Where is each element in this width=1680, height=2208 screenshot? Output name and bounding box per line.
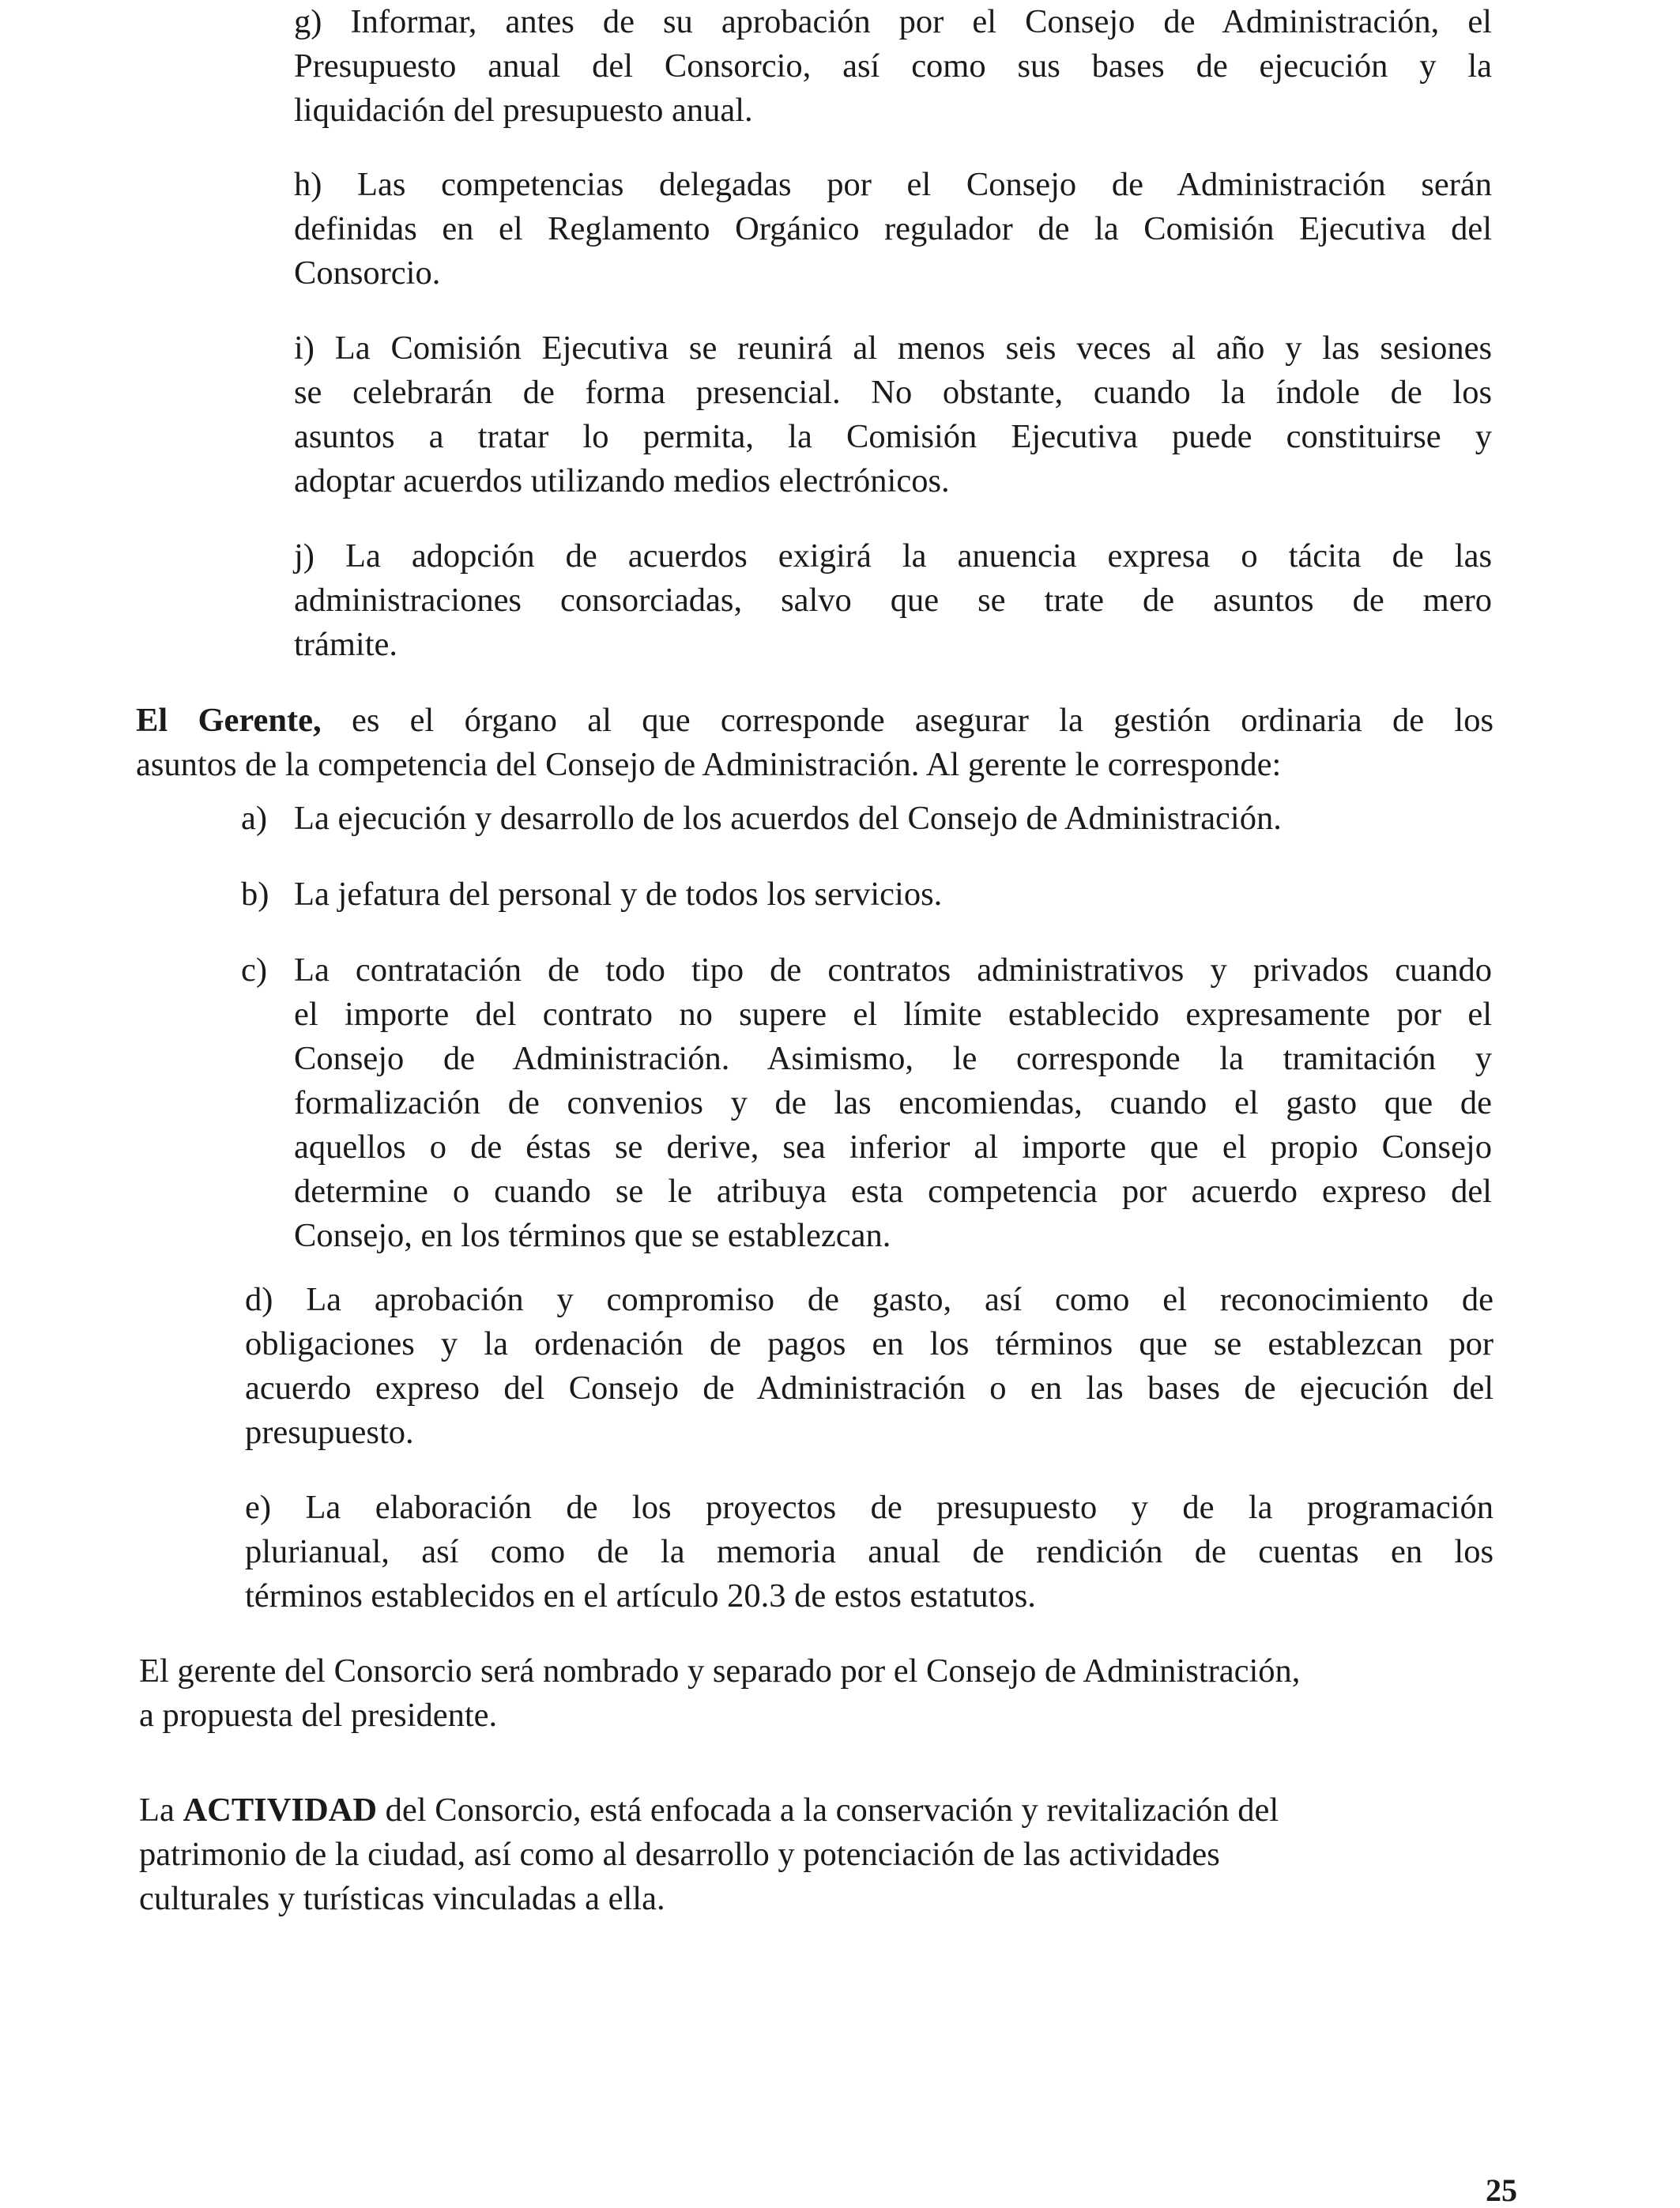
text-line: h) Las competencias delegadas por el Consejo de Administración serán bbox=[294, 166, 1492, 203]
text-line: el importe del contrato no supere el límite establecido expresamente por el bbox=[294, 996, 1492, 1033]
text-line bbox=[139, 1788, 1498, 1833]
text-line: g) Informar, antes de su aprobación por el Consejo de Administración, el bbox=[294, 3, 1492, 40]
text-span: del Consorcio, está enfocada a la conservación y revitalización del bbox=[377, 1792, 1279, 1829]
text-line: determine o cuando se le atribuya esta competencia por acuerdo expreso del bbox=[294, 1173, 1492, 1210]
text-line: presupuesto. bbox=[245, 1414, 414, 1451]
nombramiento-paragraph bbox=[139, 1649, 1498, 1738]
text-line: términos establecidos en el artículo 20.3 de estos estatutos. bbox=[245, 1577, 1036, 1615]
text-line: formalización de convenios y de las encomiendas, cuando el gasto que de bbox=[294, 1084, 1492, 1121]
list-marker-b: b) bbox=[241, 876, 269, 913]
text-line: asuntos de la competencia del Consejo de Administración. Al gerente le corresponde: bbox=[136, 746, 1282, 783]
text-line: d) La aprobación y compromiso de gasto, así como el reconocimiento de bbox=[245, 1281, 1494, 1318]
text-line bbox=[136, 699, 1494, 743]
text-span: La bbox=[139, 1792, 183, 1829]
text-line: se celebrarán de forma presencial. No obstante, cuando la índole de los bbox=[294, 374, 1492, 411]
text-line: i) La Comisión Ejecutiva se reunirá al menos seis veces al año y las sesiones bbox=[294, 330, 1492, 367]
gerente-item-a bbox=[294, 797, 1492, 841]
gerente-item-b bbox=[294, 872, 1492, 917]
text-line: Consorcio. bbox=[294, 254, 441, 292]
text-line: trámite. bbox=[294, 626, 397, 663]
text-line: culturales y turísticas vinculadas a ella. bbox=[139, 1880, 665, 1917]
gerente-item-e bbox=[245, 1486, 1494, 1618]
item-j-paragraph bbox=[294, 534, 1492, 667]
text-line: aquellos o de éstas se derive, sea inferior al importe que el propio Consejo bbox=[294, 1128, 1492, 1166]
text-span: es el órgano al que corresponde asegurar la gestión ordinaria de los bbox=[321, 702, 1494, 739]
actividad-heading: ACTIVIDAD bbox=[183, 1792, 378, 1829]
text-line: definidas en el Reglamento Orgánico regulador de la Comisión Ejecutiva del bbox=[294, 210, 1492, 247]
item-g-paragraph bbox=[294, 0, 1492, 133]
text-line: j) La adopción de acuerdos exigirá la anuencia expresa o tácita de las bbox=[294, 537, 1492, 575]
gerente-item-c bbox=[294, 948, 1492, 1258]
text-line: e) La elaboración de los proyectos de presupuesto y de la programación bbox=[245, 1489, 1494, 1526]
gerente-intro-paragraph bbox=[136, 699, 1494, 787]
text-line: plurianual, así como de la memoria anual de rendición de cuentas en los bbox=[245, 1533, 1494, 1570]
text-line: Consejo de Administración. Asimismo, le corresponde la tramitación y bbox=[294, 1040, 1492, 1077]
text-line: El gerente del Consorcio será nombrado y separado por el Consejo de Administración, bbox=[139, 1652, 1301, 1690]
actividad-paragraph bbox=[139, 1788, 1498, 1921]
gerente-item-d bbox=[245, 1278, 1494, 1455]
page-number: 25 bbox=[1486, 2172, 1517, 2208]
text-line: Presupuesto anual del Consorcio, así como sus bases de ejecución y la bbox=[294, 47, 1492, 85]
list-marker-c: c) bbox=[241, 951, 268, 989]
text-line: La contratación de todo tipo de contratos administrativos y privados cuando bbox=[294, 951, 1492, 989]
text-line: La ejecución y desarrollo de los acuerdos del Consejo de Administración. bbox=[294, 800, 1282, 837]
text-line: adoptar acuerdos utilizando medios electrónicos. bbox=[294, 462, 950, 499]
text-line: asuntos a tratar lo permita, la Comisión Ejecutiva puede constituirse y bbox=[294, 418, 1492, 455]
text-line: La jefatura del personal y de todos los servicios. bbox=[294, 876, 943, 913]
text-line: liquidación del presupuesto anual. bbox=[294, 92, 753, 129]
text-line: Consejo, en los términos que se establezcan. bbox=[294, 1217, 891, 1254]
item-h-paragraph bbox=[294, 163, 1492, 296]
text-line: acuerdo expreso del Consejo de Administración o en las bases de ejecución del bbox=[245, 1370, 1494, 1407]
text-line: obligaciones y la ordenación de pagos en los términos que se establezcan por bbox=[245, 1325, 1494, 1362]
text-line: a propuesta del presidente. bbox=[139, 1697, 498, 1734]
item-i-paragraph bbox=[294, 326, 1492, 503]
gerente-heading: El Gerente, bbox=[136, 702, 322, 739]
list-marker-a: a) bbox=[241, 800, 268, 837]
text-line: patrimonio de la ciudad, así como al desarrollo y potenciación de las actividades bbox=[139, 1836, 1220, 1873]
text-line: administraciones consorciadas, salvo que se trate de asuntos de mero bbox=[294, 582, 1492, 619]
